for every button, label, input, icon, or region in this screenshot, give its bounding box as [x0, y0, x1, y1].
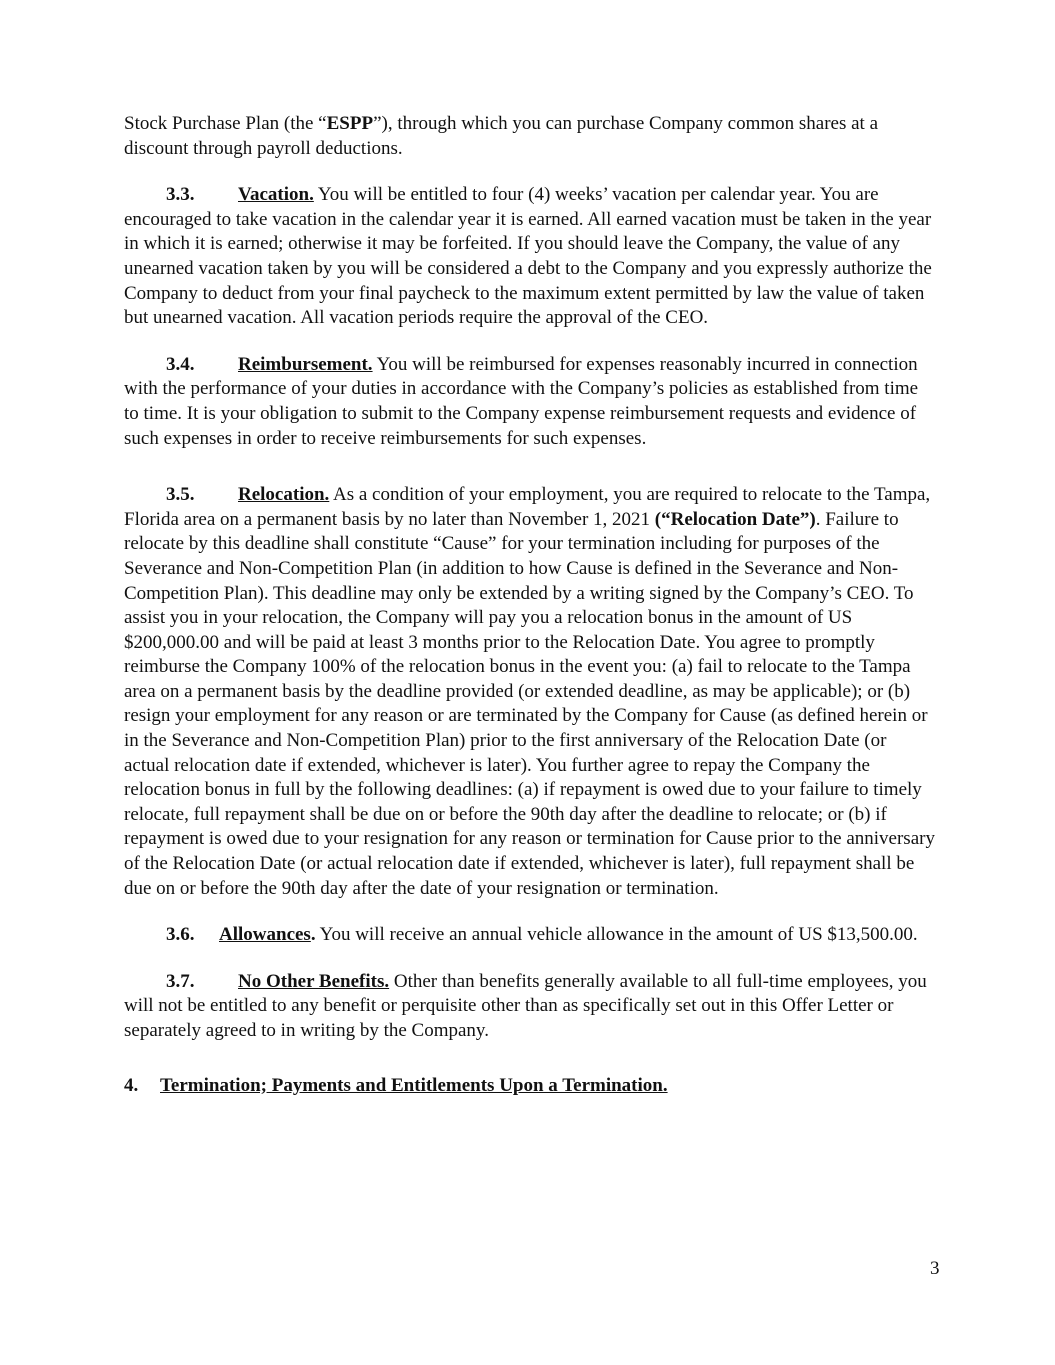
section-heading: Vacation. — [238, 184, 314, 206]
section-heading: Relocation. — [238, 484, 330, 506]
section-heading: Termination; Payments and Entitlements Upon a Termination. — [160, 1074, 668, 1096]
section-3-3 — [124, 183, 936, 331]
section-3-6: 3.6. Allowances. You will receive an annual vehicle allowance in the amount of US $13,500.00. — [124, 923, 936, 948]
section-3-4 — [124, 353, 936, 451]
section-number: 3.4. — [166, 353, 195, 375]
page-number: 3 — [930, 1258, 940, 1279]
relocation-date-definition: (“Relocation Date”) — [654, 508, 816, 530]
section-4-heading — [124, 1074, 936, 1099]
section-number: 3.3. — [166, 184, 195, 206]
section-3-7 — [124, 970, 936, 1044]
document-page — [124, 112, 936, 1120]
section-text: Other than benefits generally available to all full-time employees, you will not be entitled to any benefit or perquisite other than as specifically set out in this Offer Letter or separately agreed to in writing by the Company. — [124, 970, 927, 1041]
section-3-5 — [124, 483, 936, 901]
section-heading: Reimbursement. — [238, 353, 373, 375]
section-text: . Failure to relocate by this deadline shall constitute “Cause” for your termination including for purposes of the Severance and Non-Competition Plan (in addition to how Cause is defined in the Severance and Non-Competition Plan). This deadline may only be extended by a writing signed by the Company’s CEO. To assist you in your relocation, the Company will pay you a relocation bonus in the amount of US $200,000.00 and will be paid at least 3 months prior to the Relocation Date. You agree to promptly reimburse the Company 100% of the relocation bonus in the event you: (a) fail to relocate to the Tampa area on a permanent basis by the deadline provided (or extended deadline, as may be applicable); or (b) resign your employment for any reason or are terminated by the Company for Cause (as defined herein or in the Severance and Non-Competition Plan) prior to the first anniversary of the Relocation Date (or actual relocation date if extended, whichever is later). You further agree to repay the Company the relocation bonus in full by the following deadlines: (a) if repayment is owed due to your failure to timely relocate, full repayment shall be due on or before the 90th day after the deadline to relocate; or (b) if repayment is owed due to your resignation for any reason or termination for Cause prior to the anniversary of the Relocation Date (or actual relocation date if extended, whichever is later), full repayment shall be due on or before the 90th day after the date of your resignation or termination. — [124, 508, 935, 899]
section-text: As a condition of your employment, you are required to relocate to the Tampa, Florida area on a permanent basis by no later than November 1, 2021 — [124, 484, 931, 530]
section-heading: No Other Benefits. — [238, 970, 390, 992]
section-number: 3.6. — [166, 924, 195, 946]
section-number: 3.7. — [166, 970, 195, 992]
section-number: 4. — [124, 1074, 139, 1096]
espp-term: ESPP — [326, 113, 374, 134]
section-number: 3.5. — [166, 484, 195, 506]
paragraph-espp: Stock Purchase Plan (the “ESPP”), through which you can purchase Company common shares at a discount through payroll deductions. — [124, 113, 879, 159]
section-heading: Allowances — [219, 924, 311, 946]
section-text: You will receive an annual vehicle allowance in the amount of US $13,500.00. — [315, 924, 918, 946]
section-text: You will be reimbursed for expenses reasonably incurred in connection with the performance of your duties in accordance with the Company’s policies as established from time to time. It is your obligation to submit to the Company expense reimbursement requests and evidence of such expenses in order to receive reimbursements for such expenses. — [124, 353, 919, 449]
section-text: You will be entitled to four (4) weeks’ vacation per calendar year. You are encouraged to take vacation in the calendar year it is earned. All earned vacation must be taken in the year in which it is earned; otherwise it may be forfeited. If you should leave the Company, the value of any unearned vacation taken by you will be considered a debt to the Company and you expressly authorize the Company to deduct from your final paycheck to the maximum extent permitted by law the value of taken but unearned vacation. All vacation periods require the approval of the CEO. — [124, 184, 932, 329]
